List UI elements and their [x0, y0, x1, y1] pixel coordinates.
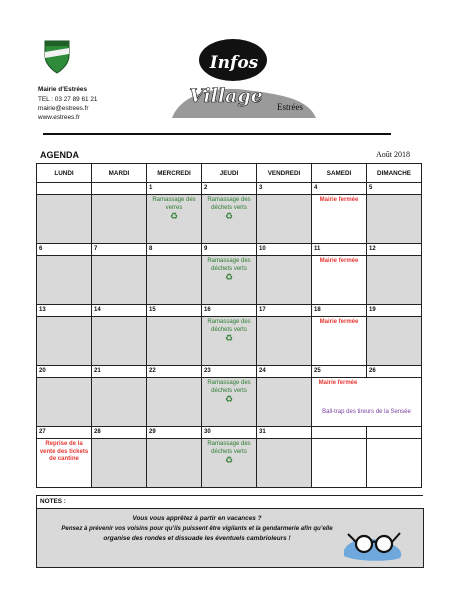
date-cell[interactable]: 29 — [147, 427, 202, 439]
day-cell[interactable] — [312, 195, 367, 244]
week-2-dates — [37, 244, 422, 256]
event-ball-trap: Ball-trap des tireurs de la Sensée — [322, 408, 411, 415]
event-glass-collection: Ramassage des verres — [152, 197, 196, 211]
day-cell[interactable] — [92, 195, 147, 244]
date-cell[interactable]: 11 — [312, 244, 367, 256]
day-cell[interactable] — [257, 256, 312, 305]
date-cell[interactable]: 27 — [37, 427, 92, 439]
week-4-events — [37, 378, 422, 427]
date-cell[interactable]: 25 — [312, 366, 367, 378]
date-cell[interactable]: 12 — [367, 244, 422, 256]
weekday-saturday: SAMEDI — [312, 164, 367, 183]
day-cell[interactable] — [202, 439, 257, 488]
tip-line-1: Vous vous apprêtez à partir en vacances ? — [132, 515, 262, 522]
month-label: Août 2018 — [376, 150, 410, 159]
date-cell[interactable] — [92, 183, 147, 195]
day-cell[interactable] — [92, 378, 147, 427]
recycle-icon: ♻ — [224, 211, 234, 221]
day-cell[interactable] — [202, 317, 257, 366]
recycle-icon: ♻ — [224, 455, 234, 465]
event-green-waste: Ramassage des déchets verts — [207, 258, 251, 272]
day-cell[interactable] — [202, 256, 257, 305]
event-mairie-closed: Mairie fermée — [318, 380, 358, 386]
day-cell[interactable] — [37, 378, 92, 427]
week-1-dates — [37, 183, 422, 195]
date-cell[interactable]: 21 — [92, 366, 147, 378]
day-cell[interactable] — [257, 195, 312, 244]
day-cell[interactable] — [37, 256, 92, 305]
date-cell[interactable]: 10 — [257, 244, 312, 256]
logo-line2: Village — [189, 85, 263, 107]
crest-icon — [44, 40, 70, 74]
event-green-waste: Ramassage des déchets verts — [207, 319, 251, 333]
mayor-office-name: Mairie d’Estrées — [38, 86, 88, 93]
recycle-icon: ♻ — [224, 272, 234, 282]
week-5-dates — [37, 427, 422, 439]
day-cell[interactable] — [92, 317, 147, 366]
date-cell[interactable]: 16 — [202, 305, 257, 317]
date-cell[interactable]: 17 — [257, 305, 312, 317]
weekday-tuesday: MARDI — [92, 164, 147, 183]
tip-line-2: Pensez à prévenir vos voisins pour qu’ils puissent être vigilants et la gendarmerie afin qu’elle — [61, 525, 333, 532]
date-cell[interactable]: 24 — [257, 366, 312, 378]
date-cell[interactable]: 23 — [202, 366, 257, 378]
recycle-icon: ♻ — [224, 333, 234, 343]
day-cell[interactable] — [147, 195, 202, 244]
week-3-dates — [37, 305, 422, 317]
day-cell[interactable] — [312, 439, 367, 488]
date-cell[interactable]: 20 — [37, 366, 92, 378]
infos-village-logo — [168, 36, 318, 122]
day-cell[interactable] — [147, 378, 202, 427]
day-cell[interactable] — [147, 439, 202, 488]
weekday-monday: LUNDI — [37, 164, 92, 183]
header-divider — [43, 133, 391, 135]
date-cell[interactable]: 15 — [147, 305, 202, 317]
day-cell[interactable] — [147, 317, 202, 366]
day-cell[interactable] — [257, 317, 312, 366]
week-1-events — [37, 195, 422, 244]
date-cell[interactable]: 3 — [257, 183, 312, 195]
day-cell[interactable] — [367, 256, 422, 305]
week-5-events — [37, 439, 422, 488]
date-cell[interactable] — [367, 427, 422, 439]
date-cell[interactable]: 18 — [312, 305, 367, 317]
website-link[interactable]: www.estrees.fr — [38, 114, 80, 121]
event-canteen-tickets: Reprise de la vente des tickets de cantine — [39, 441, 89, 462]
day-cell[interactable] — [367, 317, 422, 366]
tip-line-3: organise des rondes et dissuade les éventuels cambrioleurs ! — [103, 535, 291, 542]
agenda-title: AGENDA — [40, 150, 80, 160]
day-cell[interactable] — [37, 317, 92, 366]
day-cell[interactable] — [92, 439, 147, 488]
date-cell[interactable]: 30 — [202, 427, 257, 439]
recycle-icon: ♻ — [224, 394, 234, 404]
day-cell[interactable] — [367, 195, 422, 244]
weekday-header-row — [37, 164, 422, 183]
day-cell[interactable] — [37, 195, 92, 244]
date-cell[interactable]: 22 — [147, 366, 202, 378]
date-cell[interactable]: 8 — [147, 244, 202, 256]
date-cell[interactable] — [37, 183, 92, 195]
week-4-dates — [37, 366, 422, 378]
event-mairie-closed: Mairie fermée — [319, 258, 359, 264]
email-address[interactable]: mairie@estrees.fr — [38, 105, 89, 112]
date-cell[interactable] — [312, 427, 367, 439]
day-cell[interactable] — [92, 256, 147, 305]
logo-line1: Infos — [209, 53, 259, 73]
date-cell[interactable]: 5 — [367, 183, 422, 195]
day-cell[interactable] — [312, 317, 367, 366]
week-3-events — [37, 317, 422, 366]
day-cell[interactable] — [202, 195, 257, 244]
logo-line3: Estrées — [277, 102, 303, 112]
phone-number: TEL : 03 27 89 61 21 — [38, 96, 98, 103]
week-2-events — [37, 256, 422, 305]
date-cell[interactable]: 4 — [312, 183, 367, 195]
weekend-event-cell[interactable] — [312, 378, 422, 427]
glasses-icon — [340, 524, 406, 562]
date-cell[interactable]: 6 — [37, 244, 92, 256]
event-green-waste: Ramassage des déchets verts — [207, 441, 251, 455]
day-cell[interactable] — [257, 378, 312, 427]
date-cell[interactable]: 9 — [202, 244, 257, 256]
day-cell[interactable] — [312, 256, 367, 305]
event-green-waste: Ramassage des déchets verts — [207, 197, 251, 211]
date-cell[interactable]: 14 — [92, 305, 147, 317]
date-cell[interactable]: 13 — [37, 305, 92, 317]
notes-label: NOTES : — [40, 498, 66, 505]
date-cell[interactable]: 2 — [202, 183, 257, 195]
date-cell[interactable]: 26 — [367, 366, 422, 378]
day-cell[interactable] — [202, 378, 257, 427]
weekday-sunday: DIMANCHE — [367, 164, 422, 183]
event-green-waste: Ramassage des déchets verts — [207, 380, 251, 394]
weekday-thursday: JEUDI — [202, 164, 257, 183]
date-cell[interactable]: 28 — [92, 427, 147, 439]
date-cell[interactable]: 7 — [92, 244, 147, 256]
day-cell[interactable] — [147, 256, 202, 305]
date-cell[interactable]: 19 — [367, 305, 422, 317]
recycle-icon: ♻ — [169, 211, 179, 221]
event-mairie-closed: Mairie fermée — [319, 197, 359, 203]
day-cell[interactable] — [257, 439, 312, 488]
day-cell[interactable] — [37, 439, 92, 488]
event-mairie-closed: Mairie fermée — [319, 319, 359, 325]
day-cell[interactable] — [367, 439, 422, 488]
date-cell[interactable]: 1 — [147, 183, 202, 195]
date-cell[interactable]: 31 — [257, 427, 312, 439]
weekday-wednesday: MERCREDI — [147, 164, 202, 183]
weekday-friday: VENDREDI — [257, 164, 312, 183]
calendar-grid — [36, 163, 422, 488]
